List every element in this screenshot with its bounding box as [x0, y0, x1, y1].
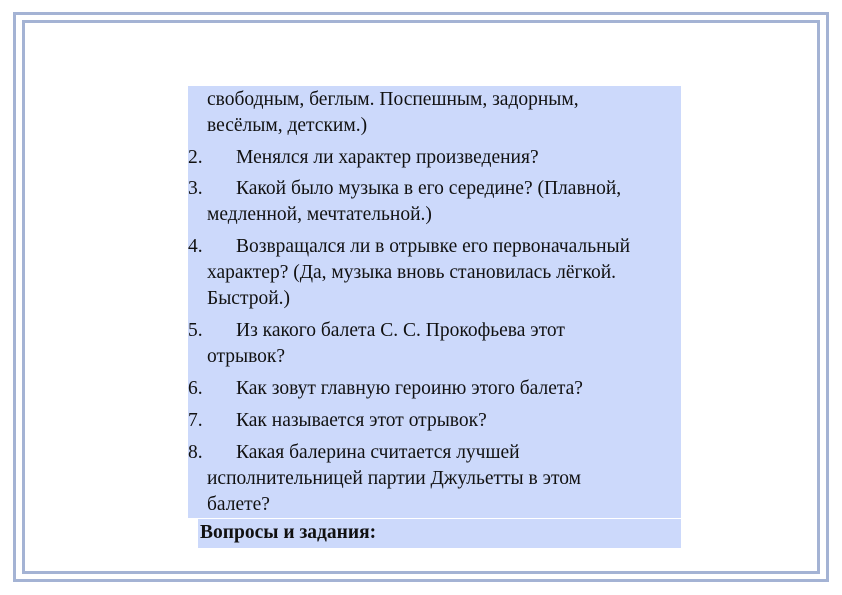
question-text: Как называется этот отрывок? [236, 410, 487, 431]
section-heading: Вопросы и задания: [200, 522, 377, 543]
intro-line: весёлым, детским.) [207, 115, 368, 136]
question-text: отрывок? [207, 346, 286, 367]
question-text: характер? (Да, музыка вновь становилась лёгкой. [207, 262, 617, 283]
question-text: Какая балерина считается лучшей [236, 442, 520, 463]
question-number: 7. [188, 410, 203, 431]
question-number: 8. [188, 442, 203, 463]
question-text: исполнительницей партии Джульетты в этом [207, 468, 581, 489]
question-text: Какой было музыка в его середине? (Плавной, [236, 178, 622, 199]
question-text: Возвращался ли в отрывке его первоначальный [236, 236, 631, 257]
question-text: балете? [207, 494, 270, 515]
question-text: Как зовут главную героиню этого балета? [236, 378, 583, 399]
intro-line: свободным, беглым. Поспешным, задорным, [207, 89, 579, 110]
question-number: 5. [188, 320, 203, 341]
question-text: Быстрой.) [207, 288, 291, 309]
question-number: 4. [188, 236, 203, 257]
question-number: 6. [188, 378, 203, 399]
question-text: Из какого балета С. С. Прокофьева этот [236, 320, 565, 341]
question-text: медленной, мечтательной.) [207, 204, 432, 225]
question-number: 2. [188, 147, 203, 168]
question-text: Менялся ли характер произведения? [236, 147, 539, 168]
question-number: 3. [188, 178, 203, 199]
